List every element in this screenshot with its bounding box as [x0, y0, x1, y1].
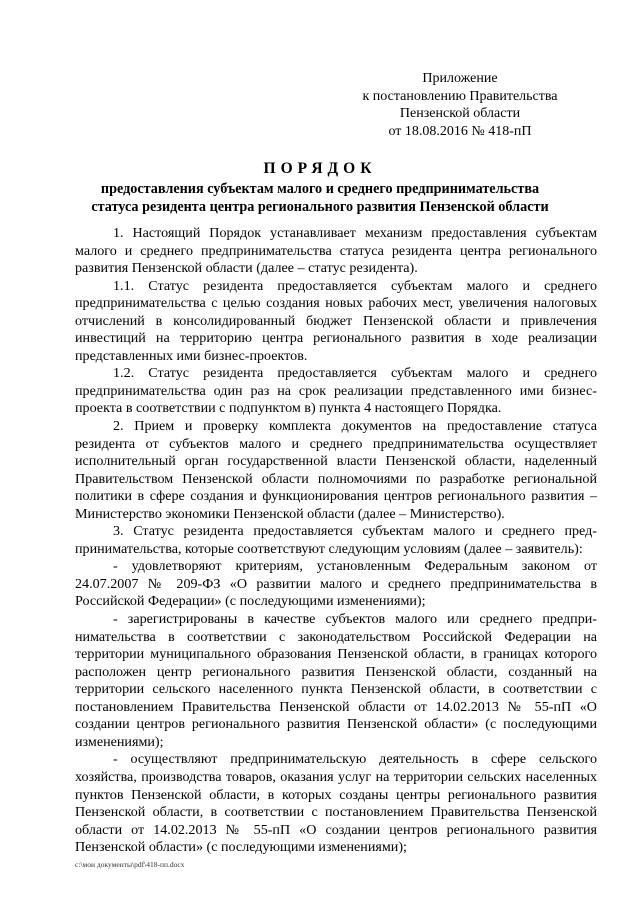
- header-line-4: от 18.08.2016 № 418-пП: [388, 123, 532, 139]
- paragraph-1: 1. Настоящий Порядок устанавливает механизм предоставления субъектам малого и среднего предпринимательства статуса резидента центра регионального развития Пензенской области (далее – статус резидента).: [75, 225, 597, 277]
- document-subtitle: [60, 180, 580, 216]
- paragraph-1-1: 1.1. Статус резидента предоставляется субъектам малого и среднего предпринимательства с целью создания новых рабочих мест, увеличения налоговых отчислений в консолидированный бюджет Пензенской области и привлечения инвестиций на территорию центра регионального развития в ходе реализации представленных ими бизнес-проектов.: [75, 277, 597, 364]
- header-line-1: Приложение: [422, 71, 498, 86]
- paragraph-3: 3. Статус резидента предоставляется субъектам малого и среднего предпринимательства, которые соответствуют следующим условиям (далее – заявитель):: [75, 523, 597, 557]
- condition-item-3: - осуществляют предпринимательскую деятельность в сфере сельского хозяйства, производства товаров, оказания услуг на территории сельских населенных пунктов Пензенской области, в которых созданы центры регионального развития Пензенской области, в соответствии с постановлением Правительства Пензенской области от 14.02.2013 № 55-пП «О создании центров регионального развития Пензенской области» (с последующими изменениями);: [75, 751, 597, 856]
- document-body: [75, 225, 597, 857]
- subtitle-line-1: предоставления субъектам малого и среднего предпринимательства: [100, 181, 540, 197]
- header-line-2: к постановлению Правительства: [362, 88, 558, 104]
- file-path-footer: c:\мои документы\pdf\418-пп.docx: [75, 860, 185, 869]
- condition-item-1: - удовлетворяют критериям, установленным Федеральным законом от 24.07.2007 № 209-ФЗ «О развитии малого и среднего предпринимательства в Российской Федерации» (с последующими изменениями);: [75, 558, 597, 610]
- paragraph-1-2: 1.2. Статус резидента предоставляется субъектам малого и среднего предпринимательства один раз на срок реализации представленного ими бизнес-проекта в соответствии с подпунктом в) пункта 4 настоящего Порядка.: [75, 365, 597, 417]
- condition-item-2: - зарегистрированы в качестве субъектов малого или среднего предпринимательства в соответствии с законодательством Российской Федерации на территории муниципального образования Пензенской области, в границах которого расположен центр регионального развития Пензенской области, созданный на территории сельского населенного пункта Пензенской области, в соответствии с постановлением Правительства Пензенской области от 14.02.2013 № 55-пП «О создании центров регионального развития Пензенской области» (с последующими изменениями);: [75, 611, 597, 750]
- paragraph-2: 2. Прием и проверку комплекта документов на предоставление статуса резидента от субъектов малого и среднего предпринимательства осуществляет исполнительный орган государственной власти Пензенской области, наделенный Правительством Пензенской области полномочиями по разработке региональной политики в сфере создания и функционирования центров регионального развития – Министерство экономики Пензенской области (далее – Министерство).: [75, 418, 597, 522]
- header-line-3: Пензенской области: [399, 106, 521, 121]
- subtitle-line-2: статуса резидента центра регионального развития Пензенской области: [91, 199, 549, 215]
- document-title: ПОРЯДОК: [263, 160, 377, 177]
- appendix-header: [330, 70, 590, 140]
